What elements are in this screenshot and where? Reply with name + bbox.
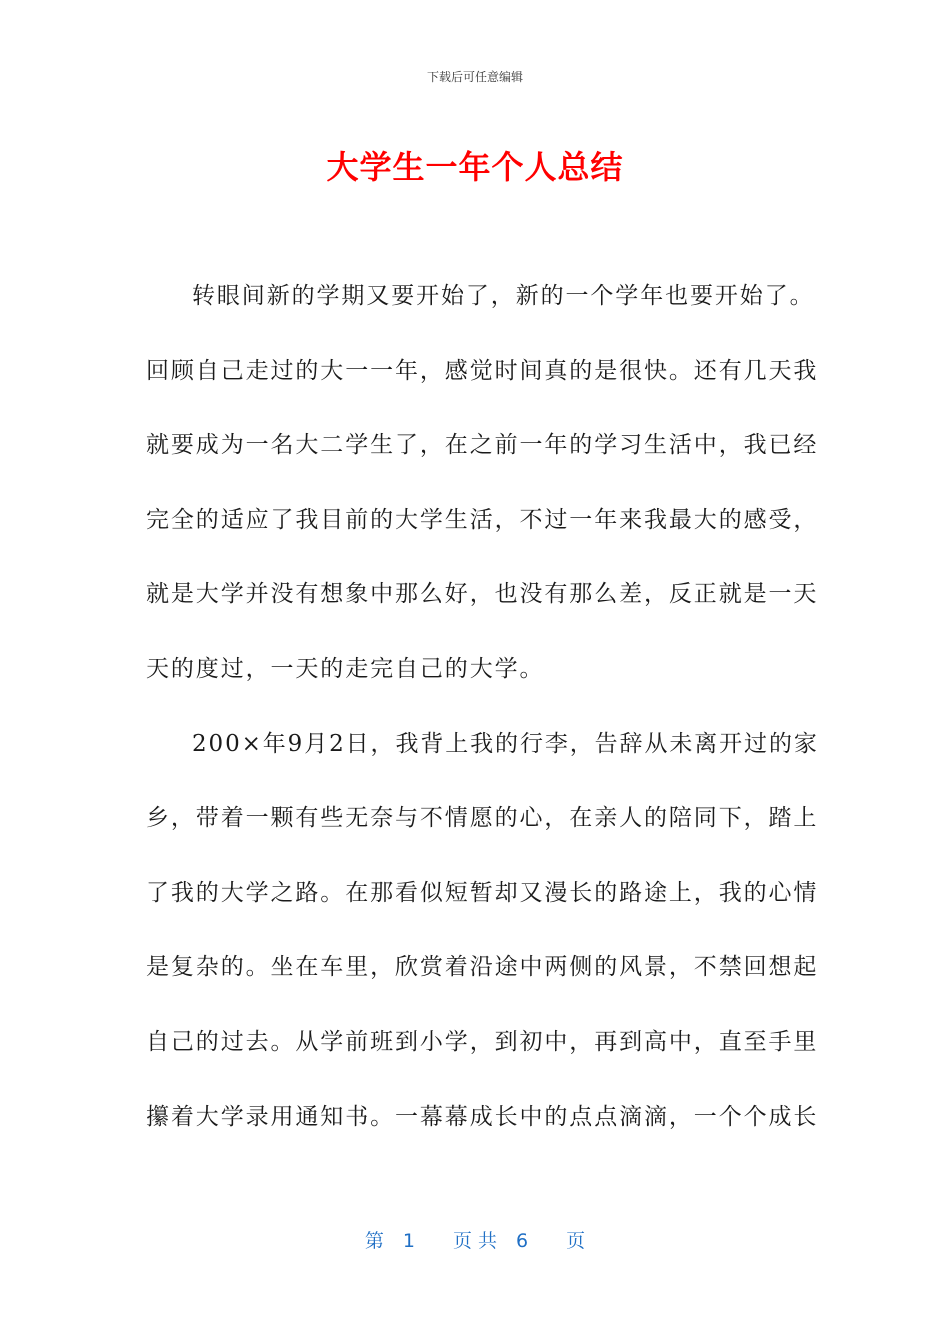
paragraph-1-line-1: 转眼间新的学期又要开始了，新的一个学年也要开始了。: [192, 283, 815, 309]
paragraph-1-line-5: 就是大学并没有想象中那么好，也没有那么差，反正就是一天: [146, 581, 819, 608]
paragraph-2-line-2: 乡，带着一颗有些无奈与不情愿的心，在亲人的陪同下，踏上: [146, 805, 819, 832]
document-title: 大学生一年个人总结: [326, 148, 624, 186]
paragraph-2-line-6: 攥着大学录用通知书。一幕幕成长中的点点滴滴，一个个成长: [146, 1103, 819, 1130]
header-note: 下载后可任意编辑: [426, 70, 523, 84]
paragraph-2-line-5: 自己的过去。从学前班到小学，到初中，再到高中，直至手里: [146, 1028, 819, 1055]
paragraph-1-line-3: 就要成为一名大二学生了，在之前一年的学习生活中，我已经: [146, 432, 819, 459]
paragraph-2-line-3: 了我的大学之路。在那看似短暂却又漫长的路途上，我的心情: [146, 879, 819, 906]
paragraph-1-line-4: 完全的适应了我目前的大学生活，不过一年来我最大的感受，: [146, 506, 819, 533]
document-body: [146, 272, 819, 1167]
paragraph-2-line-4: 是复杂的。坐在车里，欣赏着沿途中两侧的风景，不禁回想起: [146, 954, 819, 981]
paragraph-2-line-1: 200×年9月2日，我背上我的行李，告辞从未离开过的家: [192, 730, 819, 757]
paragraph-1-line-6: 天的度过，一天的走完自己的大学。: [146, 655, 545, 682]
page-number-footer: 第 1 页 共 6 页: [364, 1230, 586, 1252]
paragraph-1-line-2: 回顾自己走过的大一一年，感觉时间真的是很快。还有几天我: [146, 357, 819, 384]
